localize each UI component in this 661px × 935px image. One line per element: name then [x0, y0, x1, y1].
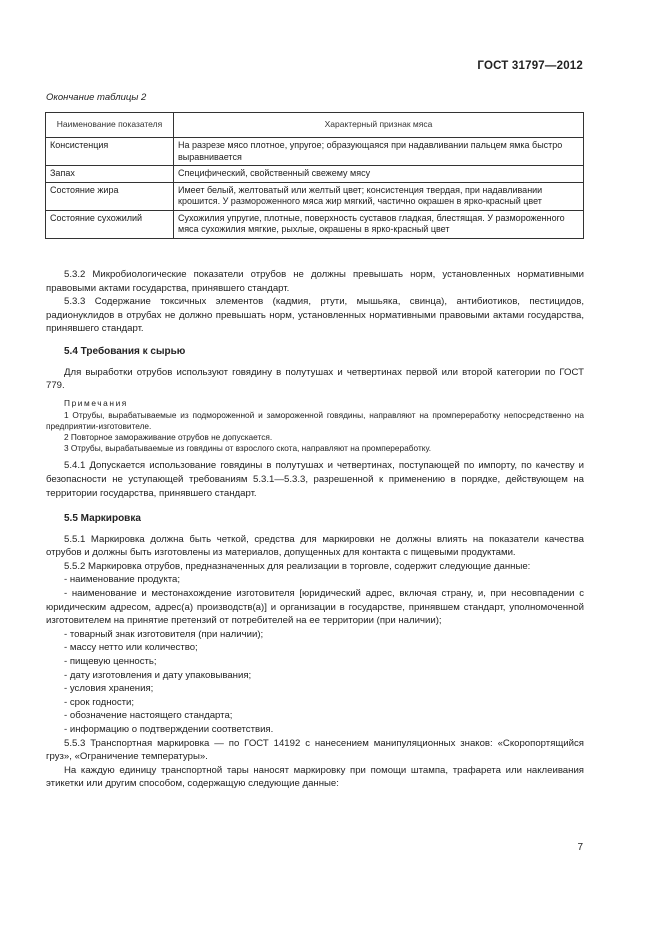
heading-5-5: 5.5 Маркировка — [64, 513, 141, 524]
page-number: 7 — [577, 842, 583, 853]
body-text-upper — [46, 268, 584, 336]
list-item: - массу нетто или количество; — [64, 642, 198, 654]
paragraph-5-3-3: 5.3.3 Содержание токсичных элементов (кадмия, ртути, мышьяка, свинца), антибиотиков, пестицидов, радионуклидов в отрубах не должно превышать норм, установленных нормативными правовыми актами государства, принявшего стандарт. — [46, 296, 584, 335]
section-5-5 — [46, 512, 584, 791]
table-row — [46, 166, 584, 183]
notes-title: Примечания — [64, 397, 128, 408]
heading-5-4: 5.4 Требования к сырью — [64, 346, 186, 357]
table-cell-value: Сухожилия упругие, плотные, поверхность суставов гладкая, блестящая. У размороженного мяса сухожилия мягкие, рыхлые, окрашены в ярко-красный цвет — [174, 210, 584, 238]
table-row — [46, 182, 584, 210]
paragraph-5-5-2: 5.5.2 Маркировка отрубов, предназначенных для реализации в торговле, содержит следующие данные: — [64, 560, 531, 572]
note-2: 2 Повторное замораживание отрубов не допускается. — [64, 432, 273, 443]
table-row — [46, 210, 584, 238]
paragraph-5-4-1: 5.4.1 Допускается использование говядины в полутушах и четвертинах, поступающей по импорту, по качеству и безопасности не уступающей требованиям 5.3.1—5.3.3, разрешенной к применению в порядке, действующем на территории государства, принявшего стандарт. — [46, 460, 584, 499]
table-cell-value: На разрезе мясо плотное, упругое; образующаяся при надавливании пальцем ямка быстро выравнивается — [174, 138, 584, 166]
list-item: - наименование продукта; — [64, 574, 181, 586]
table-header-value: Характерный признак мяса — [174, 113, 584, 138]
table-cell-name: Состояние сухожилий — [46, 210, 174, 238]
meat-characteristics-table — [45, 112, 584, 239]
list-item: - наименование и местонахождение изготовителя [юридический адрес, включая страну, и, при несовпадении с юридическим адресом, адрес(а) производств(а)] и организации в государстве, принявшем стандарт, уполномоченной изготовителем на принятие претензий от потребителей на ее территории (при наличии); — [46, 587, 584, 627]
table-caption: Окончание таблицы 2 — [46, 92, 147, 103]
list-item: - обозначение настоящего стандарта; — [64, 710, 233, 722]
list-item: - условия хранения; — [64, 683, 154, 695]
table-header-name: Наименование показателя — [46, 113, 174, 138]
note-1: 1 Отрубы, вырабатываемые из подмороженной и замороженной говядины, направляют на промпереработку непосредственно на предприятии-изготовителе. — [46, 410, 584, 432]
list-item: - пищевую ценность; — [64, 655, 157, 667]
table-row — [46, 138, 584, 166]
table-cell-value: Специфический, свойственный свежему мясу — [174, 166, 584, 183]
list-item: - товарный знак изготовителя (при наличии); — [64, 628, 264, 640]
table-cell-name: Консистенция — [46, 138, 174, 166]
list-item: - информацию о подтверждении соответствия. — [64, 723, 274, 735]
list-item: - срок годности; — [64, 696, 135, 708]
paragraph-5-3-2: 5.3.2 Микробиологические показатели отрубов не должны превышать норм, установленных нормативными правовыми актами государства, принявшего стандарт. — [46, 269, 584, 294]
note-3: 3 Отрубы, вырабатываемые из говядины от взрослого скота, направляют на промпереработку. — [64, 443, 432, 454]
section-5-4 — [46, 345, 584, 500]
paragraph-5-5-3-continued: На каждую единицу транспортной тары наносят маркировку при помощи штампа, трафарета или наклеивания этикетки или другим способом, содержащую следующие данные: — [46, 764, 584, 790]
paragraph-5-4: Для выработки отрубов используют говядину в полутушах и четвертинах первой или второй категории по ГОСТ 779. — [46, 366, 584, 392]
list-item: - дату изготовления и дату упаковывания; — [64, 669, 252, 681]
table-cell-name: Состояние жира — [46, 182, 174, 210]
paragraph-5-5-3: 5.5.3 Транспортная маркировка — по ГОСТ 14192 с нанесением манипуляционных знаков: «Скоропортящийся груз», «Ограничение температуры». — [46, 737, 584, 763]
table-cell-value: Имеет белый, желтоватый или желтый цвет; консистенция твердая, при надавливании крошится. У размороженного мяса жир мягкий, частично окрашен в ярко-красный цвет — [174, 182, 584, 210]
standard-code: ГОСТ 31797—2012 — [477, 60, 583, 72]
table-cell-name: Запах — [46, 166, 174, 183]
paragraph-5-5-1: 5.5.1 Маркировка должна быть четкой, средства для маркировки не должны влиять на показатели качества отрубов и должны быть изготовлены из материалов, допущенных для контакта с пищевыми продуктами. — [46, 533, 584, 559]
